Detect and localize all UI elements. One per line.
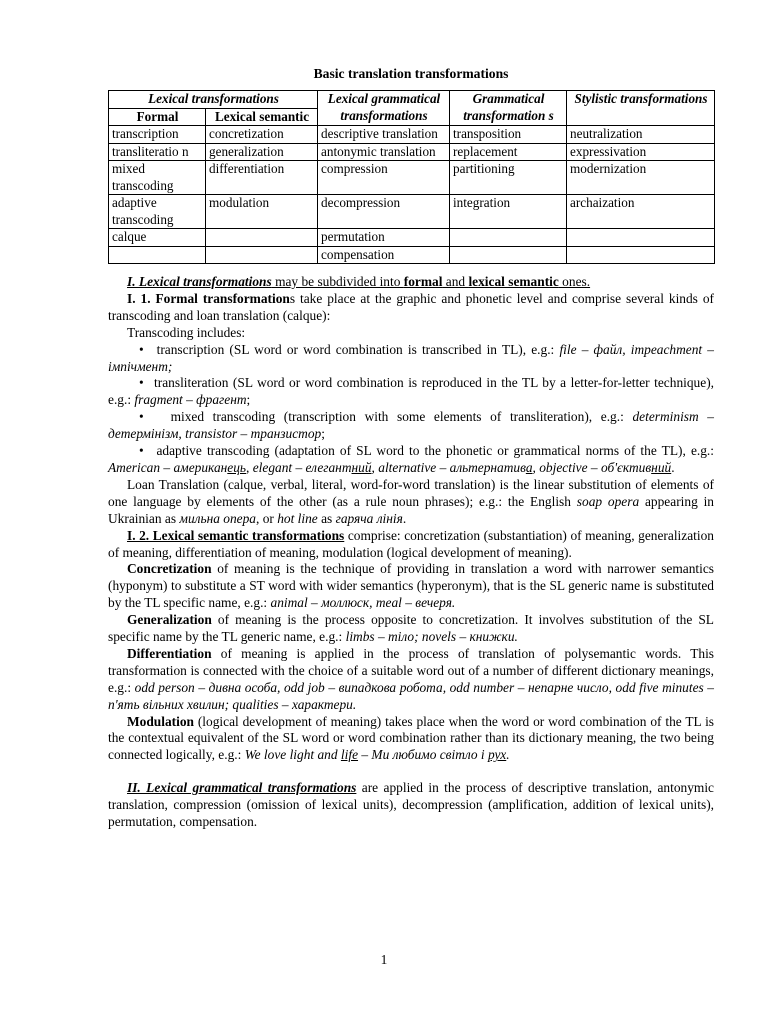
list-item: • transliteration (SL word or word combination is reproduced in the TL by a letter-for-letter technique), e.g.: fragment – фрагент; xyxy=(108,375,715,408)
paragraph-differentiation: Differentiation of meaning is applied in the process of translation of polysemantic words. This transformation is connected with the choice of a suitable word out of a number of different dictionary meanings, e.g.: odd person – дивна особа, odd job – випадкова робота, odd number – непарне число, odd five minutes – п'ять вільних хвилин; qualities – характери. xyxy=(108,645,714,712)
table-cell: transliteratio n xyxy=(109,143,206,161)
table-cell xyxy=(109,246,206,264)
table-cell xyxy=(567,229,715,247)
document-body xyxy=(108,274,714,831)
table-cell xyxy=(206,246,318,264)
table-cell: modulation xyxy=(206,195,318,229)
paragraph-concretization: Concretization of meaning is the technique of providing in translation a word with narrower semantics (hyponym) to substitute a ST word with wider semantics (hyperonym), that is the SL generic name is substituted by the TL specific name, e.g.: animal – моллюск, meal – вечеря. xyxy=(108,561,714,611)
table-row xyxy=(109,161,715,195)
list-item: • mixed transcoding (transcription with some elements of transliteration), e.g.: determinism – детермінізм, transistor – транзистор; xyxy=(108,409,715,442)
table-cell: transcription xyxy=(109,126,206,144)
table-cell: modernization xyxy=(567,161,715,195)
table-cell: decompression xyxy=(318,195,450,229)
page-number: 1 xyxy=(380,952,388,967)
table-row xyxy=(109,143,715,161)
table-cell: expressivation xyxy=(567,143,715,161)
paragraph-lexical-grammatical: II. Lexical grammatical transformations are applied in the process of descriptive translation, antonymic translation, compression (omission of lexical units), decompression (amplification, addition of lexical units), permutation, compensation. xyxy=(108,780,714,830)
table-cell: mixed transcoding xyxy=(109,161,206,195)
table-cell: concretization xyxy=(206,126,318,144)
table-cell: calque xyxy=(109,229,206,247)
paragraph-lexical-intro: I. Lexical transformations may be subdivided into formal and lexical semantic ones. xyxy=(127,274,591,289)
table-header-lexical-grammatical: Lexical grammatical transformations xyxy=(318,91,450,126)
table-cell: generalization xyxy=(206,143,318,161)
table-row xyxy=(109,195,715,229)
transformations-table xyxy=(108,90,715,264)
paragraph-generalization: Generalization of meaning is the process opposite to concretization. It involves substitution of the SL specific name by the TL generic name, e.g.: limbs – тіло; novels – книжки. xyxy=(108,612,714,645)
table-subheader-formal: Formal xyxy=(109,108,206,126)
table-cell: transposition xyxy=(450,126,567,144)
document-page xyxy=(108,66,714,831)
table-cell xyxy=(206,229,318,247)
paragraph-modulation: Modulation (logical development of meaning) takes place when the word or word combination of the TL is the contextual equivalent of the SL word or word combination rather than its dictionary meaning, the two being connected logically, e.g.: We love light and life – Ми любимо світло і рух. xyxy=(108,713,714,763)
table-subheader-semantic: Lexical semantic xyxy=(206,108,318,126)
table-cell: integration xyxy=(450,195,567,229)
table-cell: antonymic translation xyxy=(318,143,450,161)
spacer xyxy=(108,764,714,780)
paragraph-lexical-semantic: I. 2. Lexical semantic transformations comprise: concretization (substantiation) of meaning, generalization of meaning, differentiation of meaning, modulation (logical development of meaning). xyxy=(108,527,714,560)
table-cell: archaization xyxy=(567,195,715,229)
paragraph-transcoding: Transcoding includes: xyxy=(127,324,246,340)
table-cell xyxy=(567,246,715,264)
table-cell xyxy=(450,246,567,264)
table-cell: descriptive translation xyxy=(318,126,450,144)
table-cell: adaptive transcoding xyxy=(109,195,206,229)
table-cell: differentiation xyxy=(206,161,318,195)
table-header-stylistic: Stylistic transformations xyxy=(567,91,715,126)
paragraph-loan-translation: Loan Translation (calque, verbal, literal, word-for-word translation) is the linear substitution of elements of one language by elements of the other (as a rule noun phrases); e.g.: the English soap opera appearing in Ukrainian as мильна опера, or hot line as гаряча лінія. xyxy=(108,476,715,526)
table-cell: compensation xyxy=(318,246,450,264)
table-header-grammatical: Grammatical transformation s xyxy=(450,91,567,126)
table-cell: compression xyxy=(318,161,450,195)
table-header-lexical: Lexical transformations xyxy=(109,91,318,109)
table-row xyxy=(109,246,715,264)
list-item: • adaptive transcoding (adaptation of SL word to the phonetic or grammatical norms of the TL), e.g.: American – американець, elegant – елегантний, alternative – альтернатива, objective – об'єктивний. xyxy=(108,443,714,475)
table-row xyxy=(109,126,715,144)
table-cell: partitioning xyxy=(450,161,567,195)
table-cell: permutation xyxy=(318,229,450,247)
table-cell xyxy=(450,229,567,247)
list-item: • transcription (SL word or word combination is transcribed in TL), e.g.: file – файл, impeachment – імпічмент; xyxy=(108,341,714,374)
document-title: Basic translation transformations xyxy=(313,66,509,81)
table-cell: replacement xyxy=(450,143,567,161)
table-cell: neutralization xyxy=(567,126,715,144)
paragraph-formal: I. 1. Formal transformations take place at the graphic and phonetic level and comprise several kinds of transcoding and loan translation (calque): xyxy=(108,290,714,323)
table-row xyxy=(109,229,715,247)
